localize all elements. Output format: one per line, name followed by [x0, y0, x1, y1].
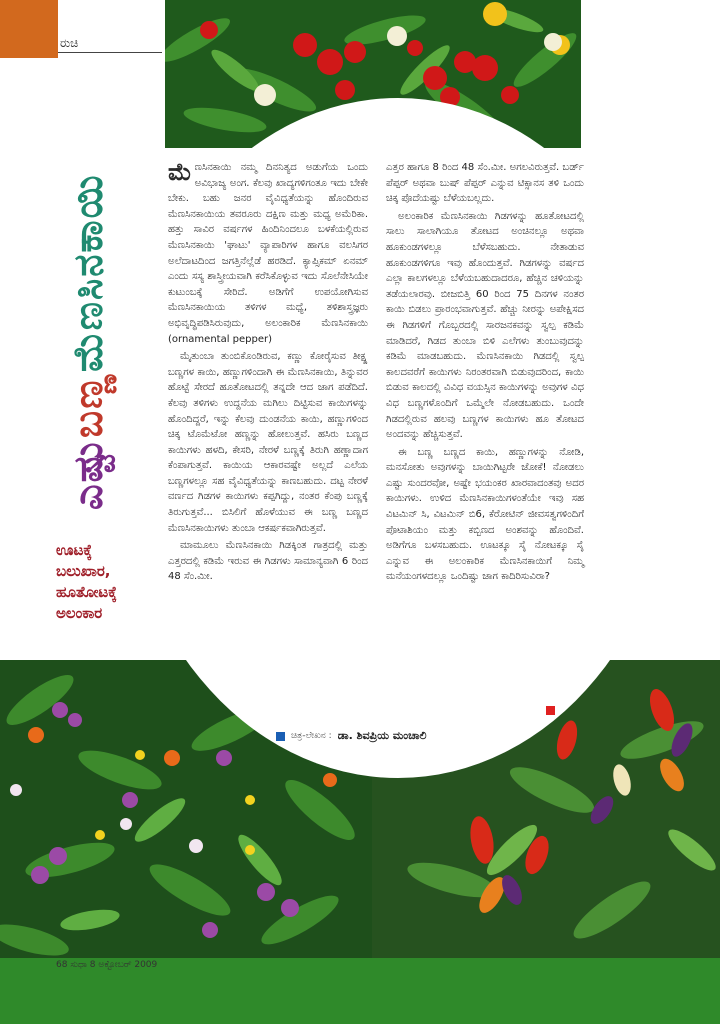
title-part-3: ಮೆಣಸಿನಕಾಯಿ: [64, 173, 112, 373]
section-label: ರುಚಿ: [60, 36, 79, 50]
body-paragraph: ಎತ್ತರ ಹಾಗೂ 8 ರಿಂದ 48 ಸೆಂ.ಮೀ. ಅಗಲವಿರುತ್ತವೆ. ಬರ್ಡ್ ಪೆಪ್ಪರ್ ಅಥವಾ ಬುಷ್ ಪೆಪ್ಪರ್ ಎನ್ನುವ ಟಿಕ್ಸಾನಸ ತಳಿ ಒಂದು ಚಿಕ್ಕ ಪೊದೆಯಷ್ಟು ಬೆಳೆಯಬಲ್ಲದು.: [386, 162, 584, 205]
title-part-2: ಬಣ್ಣ: [64, 372, 112, 438]
credit-name: ಡಾ. ಶಿವಪ್ರಿಯ ಮಂಚಾಲಿ: [337, 729, 427, 742]
drop-cap: ಮೆ: [168, 157, 192, 186]
subtitle-line: ಊಟಕ್ಕೆ: [56, 541, 93, 559]
page-folio: 68 ಸುಧಾ 8 ಅಕ್ಟೋಬರ್ 2009: [56, 960, 158, 970]
section-rule: [58, 52, 162, 53]
body-paragraph: ಅಲಂಕಾರಿಕ ಮೆಣಸಿನಕಾಯಿ ಗಿಡಗಳನ್ನು ಹೂತೋಟದಲ್ಲಿ ಸಾಲು ಸಾಲಾಗಿಯೂ ತೋಟದ ಅಂಚಿನಲ್ಲೂ ಅಥವಾ ಹೂಕುಂಡಗಳಲ್ಲೂ ಬೆಳೆಸಬಹುದು. ನೇತಾಡುವ ಹೂಕುಂಡಗಳಿಗೂ ಇವು ಹೊಂದುತ್ತವೆ. ಗಿಡಗಳನ್ನು ವರ್ಷದ ಎಲ್ಲಾ ಕಾಲಗಳಲ್ಲೂ ಬೆಳೆಯಬಹುದಾದರೂ, ಹೆಚ್ಚಿನ ಚಳಿಯನ್ನು ತಡೆಯಲಾರವು. ಬೀಜಬಿತ್ತಿ 60 ರಿಂದ 75 ದಿನಗಳ ನಂತರ ಕಾಯಿ ಬಿಡಲು ಪ್ರಾರಂಭವಾಗುತ್ತವೆ. ಹೆಚ್ಚು ನೀರನ್ನು ಅಪೇಕ್ಷಿಸದ ಈ ಗಿಡಗಳಿಗೆ ಗೊಬ್ಬರದಲ್ಲಿ ಸಾರಜನಕವನ್ನು ಸ್ವಲ್ಪ ಕಡಿಮೆ ಮಾಡಿದರೆ, ಗಿಡದ ತುಂಬಾ ಬಿಳಿ ಎಲೆಗಳು ತುಂಬುವುದನ್ನು ಕಡಿಮೆ ಮಾಡಬಹುದು. ಮೆಣಸಿನಕಾಯಿ ಗಿಡದಲ್ಲಿ ಸ್ವಲ್ಪ ಕಾಲದವರೆಗೆ ಕಾಯಿಗಳು ನಿರಂತರವಾಗಿ ಬಿಡುವುದರಿಂದ, ಕಾಯಿ ಬಿಡುವ ಕಾಲದಲ್ಲಿ ವಿವಿಧ ವಯಸ್ಸಿನ ಕಾಯಿಗಳನ್ನು ಅವುಗಳ ವಿಧ ವಿಧ ಬಣ್ಣಗಳೊಂದಿಗೆ ಒಮ್ಮೆಲೇ ನೋಡಬಹುದು. ಒಂದೇ ಗಿಡದಲ್ಲಿರುವ ಹಲವು ಬಣ್ಣಗಳ ಕಾಯಿಗಳು ಹೂ ತೋಟದ ಅಂದವನ್ನು ಹೆಚ್ಚಿಸುತ್ತವೆ.: [386, 210, 584, 441]
credit-square-icon: [276, 732, 285, 741]
body-column-left: [168, 157, 368, 587]
subtitle-line: ಅಲಂಕಾರ: [56, 604, 103, 622]
subtitle-line: ಹೂತೋಟಕ್ಕೆ: [56, 583, 117, 601]
section-color-tab: [0, 0, 58, 58]
article-end-mark: [546, 706, 555, 715]
body-paragraph: ಮೈತುಂಬಾ ತುಂಬಿಕೊಂಡಿರುವ, ಕಣ್ಣು ಕೋರೈಸುವ ತೀಕ್ಷ್ಣ ಬಣ್ಣಗಳ ಕಾಯಿ, ಹಣ್ಣುಗಳಿಂದಾಗಿ ಈ ಮೆಣಸಿನಕಾಯಿ, ತಿನ್ನುವರ ಹೊಟ್ಟೆ ಸೇರದೆ ಹೂತೋಟದಲ್ಲಿ ತನ್ನದೇ ಆದ ಜಾಗ ಪಡೆದಿದೆ. ಕೆಲವು ತಳಿಗಳು ಉದ್ದನೆಯ ಮಗಿಲು ದಿಟ್ಟಿಸುವ ಕಾಯಿಗಳನ್ನು ಹೊಂದಿದ್ದರೆ, ಇನ್ನು ಕೆಲವು ದುಂಡನೆಯ ಕಾಯಿ, ಹಣ್ಣುಗಳಿಂದ ಚಿಕ್ಕ ಟೊಮೆಟೋ ಹಣ್ಣನ್ನು ಹೋಲುತ್ತವೆ. ಹಸಿರು ಬಣ್ಣದ ಕಾಯಿಗಳು ಹಳದಿ, ಕೇಸರಿ, ನೇರಳೆ ಬಣ್ಣಕ್ಕೆ ತಿರುಗಿ ಹಣ್ಣಾದಾಗ ಕೆಂಪಾಗುತ್ತವೆ. ಕಾಯಿಯ ಆಕಾರವಷ್ಟೇ ಅಲ್ಲದೆ ಎಲೆಯ ಬಣ್ಣಗಳಲ್ಲೂ ಸಹ ವೈವಿಧ್ಯತೆಯನ್ನು ಕಾಣಬಹುದು. ದಟ್ಟ ನೇರಳೆ ವರ್ಣದ ಗಿಡಗಳ ಕಾಯಿಗಳು ಕಪ್ಪಗಿದ್ದು, ನಂತರ ಕೆಂಪು ಬಣ್ಣಕ್ಕೆ ತಿರುಗುತ್ತವೆ... ಬಿಸಿಲಿಗೆ ಹೊಳೆಯುವ ಈ ಬಣ್ಣ ಬಣ್ಣದ ಮೆಣಸಿನಕಾಯಿಗಳು ತುಂಬಾ ಆಕರ್ಷಕವಾಗಿರುತ್ತವೆ.: [168, 351, 368, 534]
article-title: [66, 90, 110, 510]
subtitle-line: ಬಲುಖಾರ,: [56, 562, 111, 580]
body-paragraph: [168, 157, 368, 347]
body-paragraph: ಈ ಬಣ್ಣ ಬಣ್ಣದ ಕಾಯಿ, ಹಣ್ಣುಗಳನ್ನು ನೋಡಿ, ಮನಸೋತು ಅವುಗಳನ್ನು ಬಾಯಿಗಿಟ್ಟರೇ ಜೋಕೆ! ನೋಡಲು ಎಷ್ಟು ಸುಂದರವೋ, ಅಷ್ಟೇ ಭಯಂಕರ ಖಾರವಾದಂತವು ಅದರ ಕಾಯಿಗಳು. ಉಳಿದ ಮೆಣಸಿನಕಾಯಿಗಳಂತೆಯೇ ಇವು ಸಹ ವಿಟಮಿನ್ ಸಿ, ವಿಟಮಿನ್ ಬಿ6, ಕೆರೋಟಿನ್ ಜೀವಸತ್ವಗಳಿಂದಿಗೆ ಪೊಟಾಶಿಯಂ ಮತ್ತು ಕಬ್ಬಿಣದ ಅಂಶವನ್ನು ಹೊಂದಿವೆ. ಅಡಿಗೆಗೂ ಬಳಸಬಹುದು. ಊಟಕ್ಕೂ ಸೈ ನೋಟಕ್ಕೂ ಸೈ ಎನ್ನುವ ಈ ಅಲಂಕಾರಿಕ ಮೆಣಸಿನಕಾಯಿಗೆ ನಿಮ್ಮ ಮನೆಯಂಗಳದಲ್ಲೂ ಒಂದಿಷ್ಟು ಜಾಗ ಕಾದಿರಿಸುವಿರಾ?: [386, 446, 584, 583]
author-credit: [276, 729, 427, 743]
paragraph-text: ಣಸಿನಕಾಯಿ ನಮ್ಮ ದಿನನಿತ್ಯದ ಅಡುಗೆಯ ಒಂದು ಅವಿಭಾಜ್ಯ ಅಂಗ. ಕೆಲವು ಖಾದ್ಯಗಳಿಗಂತೂ ಇದು ಬೇಕೇ ಬೇಕು. ಬಹು ಜನರ ವೈವಿಧ್ಯತೆಯನ್ನು ಹೊಂದಿರುವ ಮೆಣಸಿನಕಾಯಿಯ ತವರೂರು ದಕ್ಷಿಣ ಮತ್ತು ಮಧ್ಯ ಅಮೆರಿಕಾ. ಹತ್ತು ಸಾವಿರ ವರ್ಷಗಳ ಹಿಂದಿನಿಂದಲೂ ಬಳಕೆಯಲ್ಲಿರುವ ಮೆಣಸಿನಕಾಯಿ 'ಘಾಟು' ವ್ಯಾಪಾರಿಗಳ ಹಾಗೂ ವಲಸಿಗರ ಅಲೆದಾಟದಿಂದ ಜಗತ್ತಿನೆಲ್ಲೆಡೆ ಹರಡಿದೆ. ಕ್ಯಾಪ್ಸಿಕಮ್ ಏನಮ್ ಎಂದು ಸಸ್ಯ ಶಾಸ್ತ್ರೀಯವಾಗಿ ಕರೆಸಿಕೊಳ್ಳುವ ಇದು ಸೊಲೆನೇಸಿಯೇ ಕುಟುಂಬಕ್ಕೆ ಸೇರಿದೆ. ಅಡಿಗೆಗೆ ಉಪಯೋಗಿಸುವ ಮೆಣಸಿನಕಾಯಿಯ ತಳಿಗಳ ಮಧ್ಯೆ, ತಳಿಶಾಸ್ತ್ರಜ್ಞರು ಅಭಿವೃದ್ಧಿಪಡಿಸಿರುವುದು, ಅಲಂಕಾರಿಕ ಮೆಣಸಿನಕಾಯಿ (ornamental pepper): [168, 162, 368, 345]
article-subtitle: [56, 540, 166, 624]
body-paragraph: ಮಾಮೂಲು ಮೆಣಸಿನಕಾಯಿ ಗಿಡಕ್ಕಿಂತ ಗಾತ್ರದಲ್ಲಿ ಮತ್ತು ಎತ್ತರದಲ್ಲಿ ಕಡಿಮೆ ಇರುವ ಈ ಗಿಡಗಳು ಸಾಮಾನ್ಯವಾಗಿ 6 ರಿಂದ 48 ಸೆಂ.ಮೀ.: [168, 540, 368, 583]
body-column-right: [386, 160, 584, 587]
credit-role: ಚಿತ್ರ-ಲೇಖನ :: [291, 731, 332, 741]
title-part-1: ಎಷ್ಟು: [64, 437, 112, 510]
